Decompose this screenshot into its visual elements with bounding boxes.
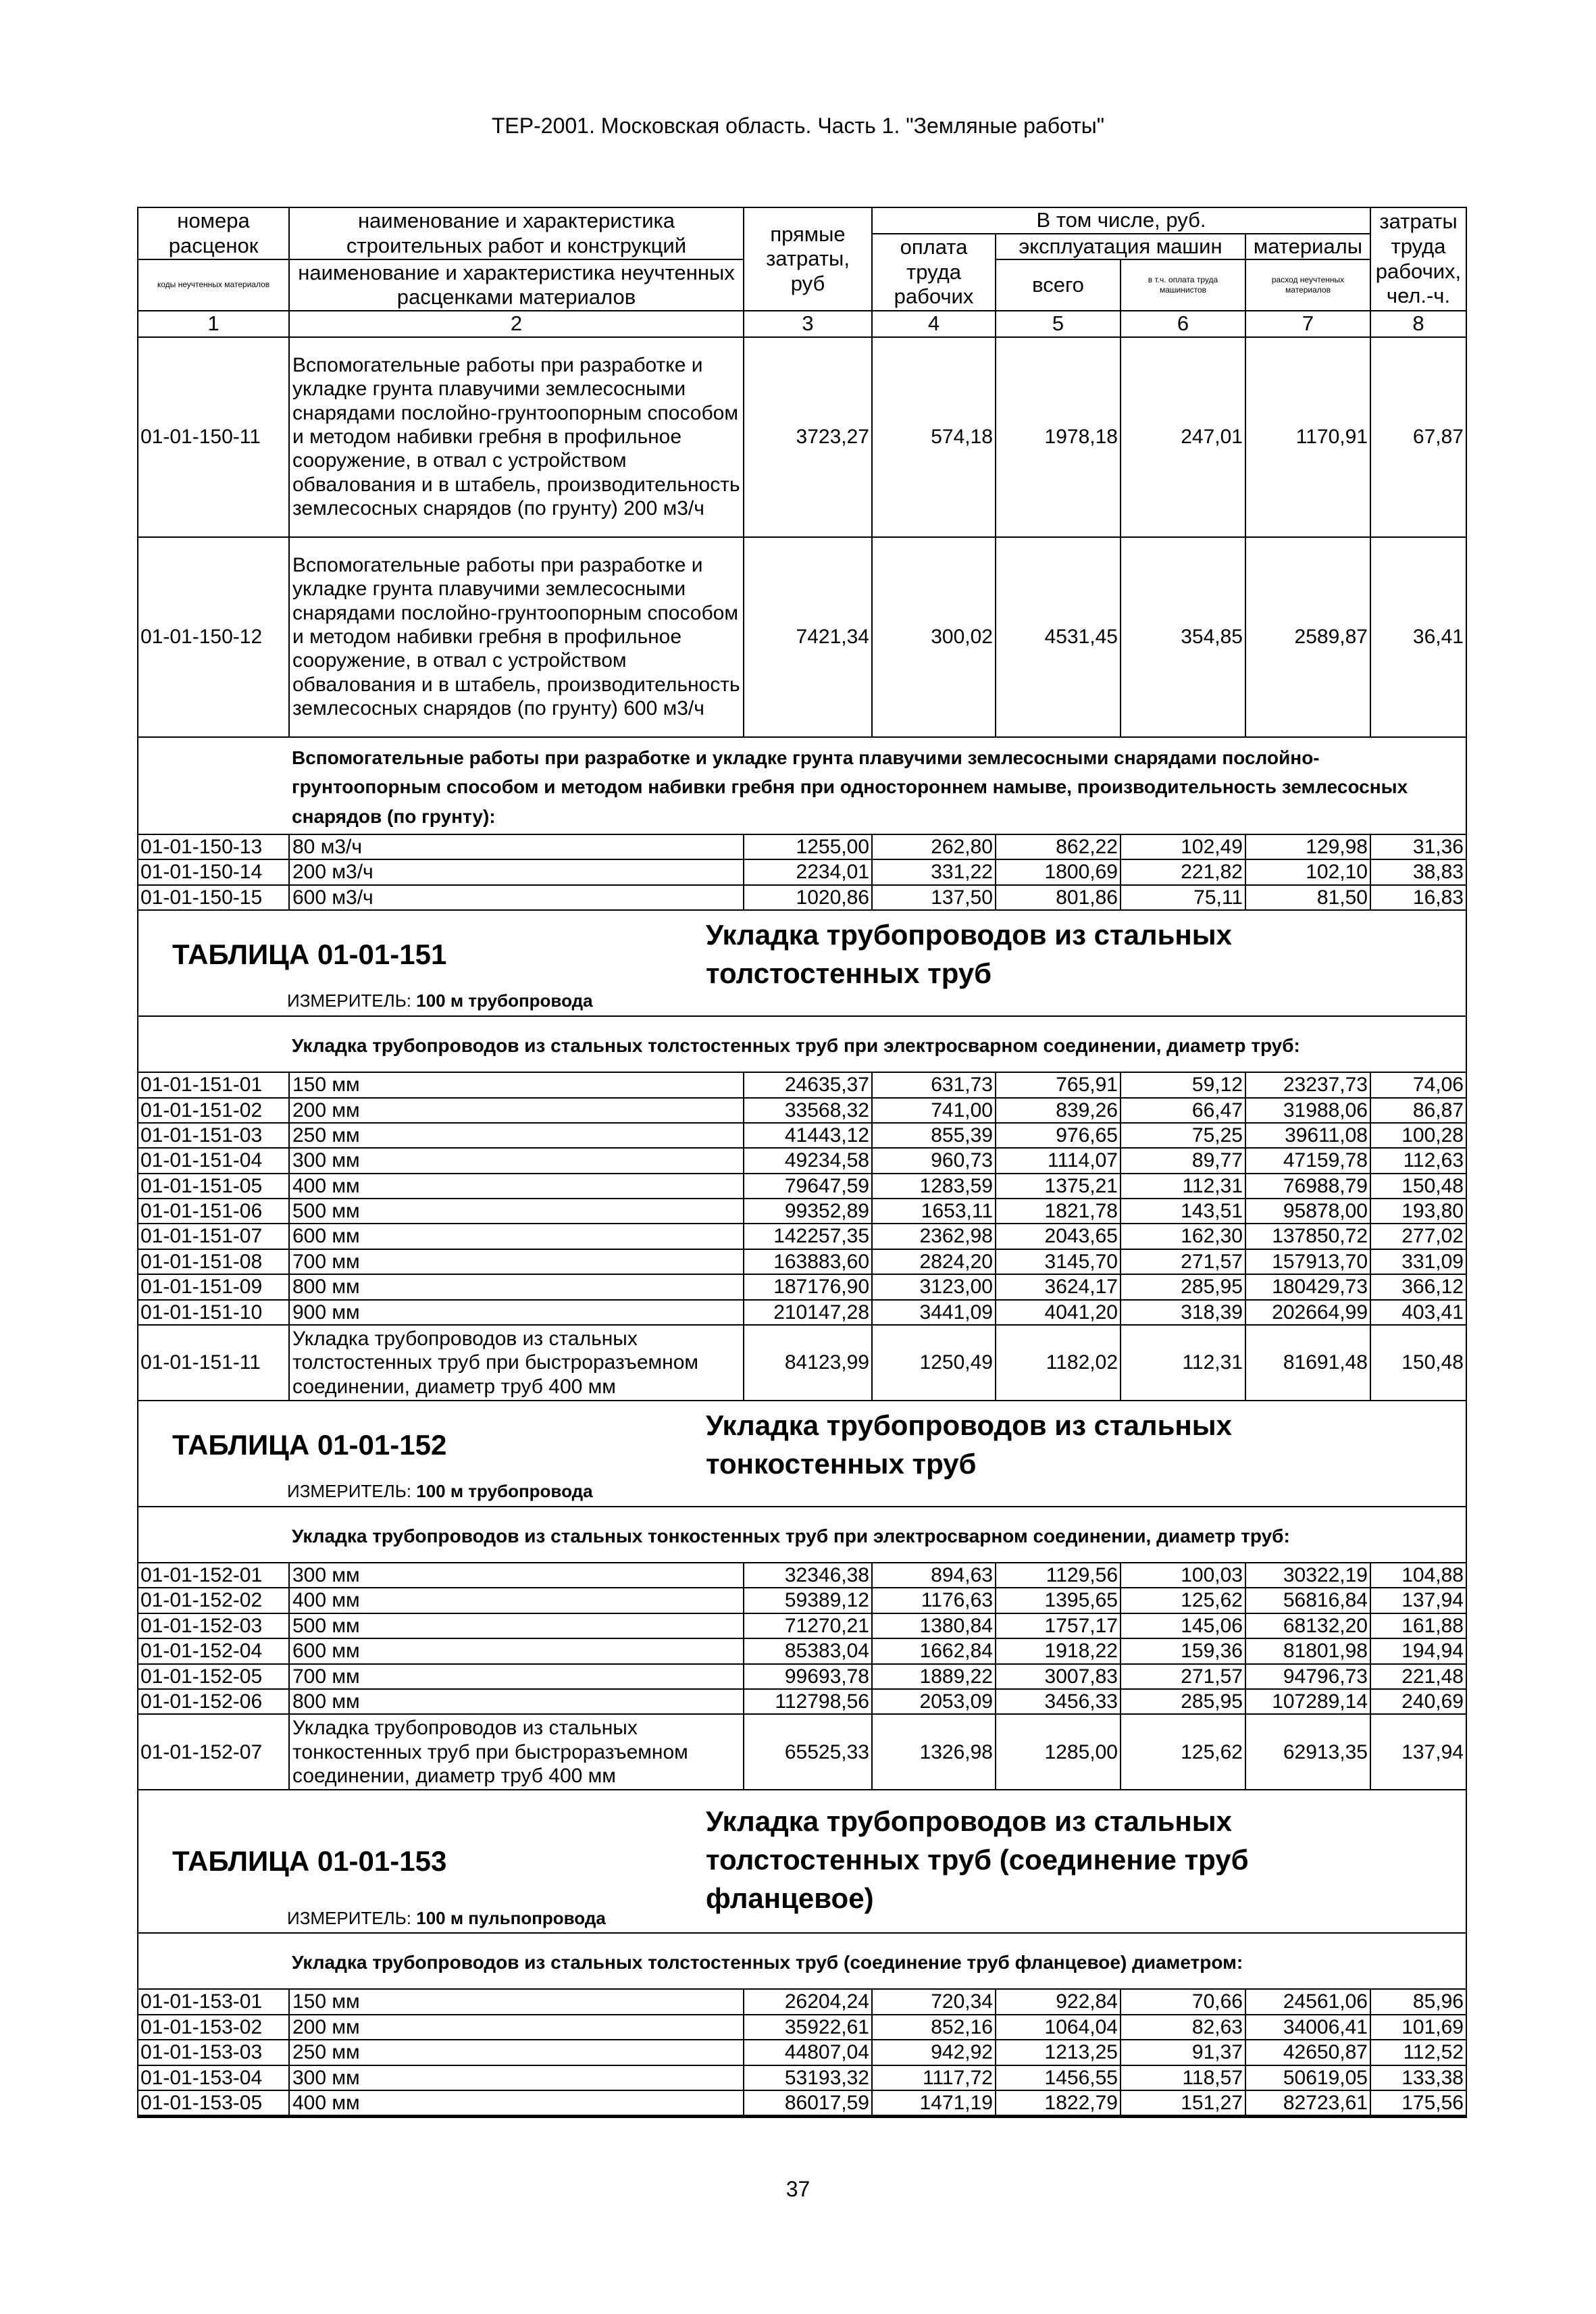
rate-description: 900 мм	[289, 1300, 744, 1325]
machinists-pay: 285,95	[1121, 1274, 1245, 1299]
col2-header-bottom: наименование и характеристика неучтенных расценками материалов	[289, 259, 744, 311]
labor-hours: 74,06	[1370, 1072, 1466, 1097]
rate-description: 250 мм	[289, 2040, 744, 2065]
materials: 81801,98	[1245, 1638, 1370, 1663]
col-number: 6	[1121, 311, 1245, 337]
table-subtitle: Укладка трубопроводов из стальных толстостенных труб при электросварном соединении, диаметр труб:	[289, 1016, 1466, 1072]
rate-code: 01-01-151-02	[138, 1098, 289, 1123]
machinists-pay: 354,85	[1121, 537, 1245, 737]
machines-total: 1395,65	[996, 1588, 1121, 1613]
labor-pay: 1653,11	[872, 1199, 996, 1224]
machinists-pay: 82,63	[1121, 2015, 1245, 2040]
direct-costs: 112798,56	[744, 1689, 872, 1714]
machinists-pay: 75,25	[1121, 1123, 1245, 1148]
labor-pay: 262,80	[872, 834, 996, 859]
labor-pay: 331,22	[872, 859, 996, 884]
table-row	[138, 1664, 1466, 1689]
materials: 157913,70	[1245, 1249, 1370, 1274]
materials: 24561,06	[1245, 1989, 1370, 2014]
col4-header: оплата труда рабочих	[872, 234, 996, 311]
materials: 81,50	[1245, 885, 1370, 910]
materials: 23237,73	[1245, 1072, 1370, 1097]
direct-costs: 71270,21	[744, 1613, 872, 1638]
direct-costs: 32346,38	[744, 1563, 872, 1588]
rate-description: 200 мм	[289, 2015, 744, 2040]
labor-hours: 16,83	[1370, 885, 1466, 910]
machinists-pay: 143,51	[1121, 1199, 1245, 1224]
machines-total: 765,91	[996, 1072, 1121, 1097]
direct-costs: 3723,27	[744, 337, 872, 537]
col-number: 4	[872, 311, 996, 337]
col2-header-top: наименование и характеристика строительных работ и конструкций	[289, 207, 744, 259]
col1-header-top: номера расценок	[138, 207, 289, 259]
machinists-pay: 102,49	[1121, 834, 1245, 859]
labor-pay: 574,18	[872, 337, 996, 537]
rate-code: 01-01-152-05	[138, 1664, 289, 1689]
table-row	[138, 1613, 1466, 1638]
table-heading-151	[138, 910, 1466, 1016]
direct-costs: 7421,34	[744, 537, 872, 737]
direct-costs: 41443,12	[744, 1123, 872, 1148]
labor-hours: 137,94	[1370, 1588, 1466, 1613]
table-title: Укладка трубопроводов из стальных толстостенных труб (соединение труб фланцевое)	[706, 1805, 1249, 1914]
machines-total: 922,84	[996, 1989, 1121, 2014]
table-row	[138, 2090, 1466, 2117]
rate-code: 01-01-151-11	[138, 1325, 289, 1401]
col-number: 5	[996, 311, 1121, 337]
labor-hours: 100,28	[1370, 1123, 1466, 1148]
labor-hours: 161,88	[1370, 1613, 1466, 1638]
labor-pay: 1250,49	[872, 1325, 996, 1401]
labor-hours: 403,41	[1370, 1300, 1466, 1325]
machinists-pay: 285,95	[1121, 1689, 1245, 1714]
machinists-pay: 151,27	[1121, 2090, 1245, 2117]
rate-description: 800 мм	[289, 1274, 744, 1299]
rate-description: 300 мм	[289, 1563, 744, 1588]
table-row	[138, 1199, 1466, 1224]
rate-code: 01-01-151-10	[138, 1300, 289, 1325]
table-heading-153	[138, 1790, 1466, 1933]
table-row	[138, 1072, 1466, 1097]
direct-costs: 86017,59	[744, 2090, 872, 2117]
table-label: ТАБЛИЦА 01-01-151	[172, 938, 447, 971]
machines-total: 1285,00	[996, 1714, 1121, 1790]
labor-pay: 942,92	[872, 2040, 996, 2065]
direct-costs: 79647,59	[744, 1174, 872, 1199]
machines-total: 1822,79	[996, 2090, 1121, 2117]
machinists-pay: 100,03	[1121, 1563, 1245, 1588]
materials: 68132,20	[1245, 1613, 1370, 1638]
labor-hours: 137,94	[1370, 1714, 1466, 1790]
labor-hours: 67,87	[1370, 337, 1466, 537]
rate-code: 01-01-150-11	[138, 337, 289, 537]
labor-pay: 300,02	[872, 537, 996, 737]
table-row	[138, 1123, 1466, 1148]
machines-total: 839,26	[996, 1098, 1121, 1123]
labor-pay: 960,73	[872, 1148, 996, 1173]
table-row	[138, 1588, 1466, 1613]
labor-pay: 1326,98	[872, 1714, 996, 1790]
materials: 2589,87	[1245, 537, 1370, 737]
rates-table	[137, 207, 1467, 2118]
labor-pay: 2053,09	[872, 1689, 996, 1714]
machines-total: 1918,22	[996, 1638, 1121, 1663]
machines-total: 862,22	[996, 834, 1121, 859]
table-row	[138, 1714, 1466, 1790]
labor-hours: 38,83	[1370, 859, 1466, 884]
rate-code: 01-01-151-04	[138, 1148, 289, 1173]
rate-code: 01-01-151-05	[138, 1174, 289, 1199]
machines-total: 976,65	[996, 1123, 1121, 1148]
table-title: Укладка трубопроводов из стальных тонкостенных труб	[706, 1409, 1233, 1480]
rate-code: 01-01-150-14	[138, 859, 289, 884]
materials: 95878,00	[1245, 1199, 1370, 1224]
table-row	[138, 1098, 1466, 1123]
machinists-pay: 318,39	[1121, 1300, 1245, 1325]
rate-description: 800 мм	[289, 1689, 744, 1714]
rate-code: 01-01-153-01	[138, 1989, 289, 2014]
rate-description: 250 мм	[289, 1123, 744, 1148]
col7-header: расход неучтенных материалов	[1245, 259, 1370, 311]
materials: 81691,48	[1245, 1325, 1370, 1401]
labor-hours: 36,41	[1370, 537, 1466, 737]
machines-total: 1800,69	[996, 859, 1121, 884]
labor-pay: 1889,22	[872, 1664, 996, 1689]
table-row	[138, 1174, 1466, 1199]
rate-code: 01-01-152-07	[138, 1714, 289, 1790]
machines-total: 1129,56	[996, 1563, 1121, 1588]
materials: 76988,79	[1245, 1174, 1370, 1199]
machinists-pay: 91,37	[1121, 2040, 1245, 2065]
table-row	[138, 1224, 1466, 1249]
col-number: 8	[1370, 311, 1466, 337]
col6-header: в т.ч. оплата труда машинистов	[1121, 259, 1245, 311]
rate-description: 200 м3/ч	[289, 859, 744, 884]
table-row	[138, 859, 1466, 884]
materials: 62913,35	[1245, 1714, 1370, 1790]
table-row	[138, 1689, 1466, 1714]
col8-header: затраты труда рабочих, чел.-ч.	[1370, 207, 1466, 311]
rate-code: 01-01-151-01	[138, 1072, 289, 1097]
machines-total: 1064,04	[996, 2015, 1121, 2040]
table-heading-152	[138, 1401, 1466, 1507]
machines-total: 3145,70	[996, 1249, 1121, 1274]
materials: 94796,73	[1245, 1664, 1370, 1689]
table-row	[138, 1325, 1466, 1401]
machines-total: 1213,25	[996, 2040, 1121, 2065]
machines-total: 3456,33	[996, 1689, 1121, 1714]
labor-pay: 855,39	[872, 1123, 996, 1148]
table-row	[138, 1563, 1466, 1588]
rate-description: 300 мм	[289, 1148, 744, 1173]
direct-costs: 24635,37	[744, 1072, 872, 1097]
rate-description: 500 мм	[289, 1613, 744, 1638]
machinists-pay: 70,66	[1121, 1989, 1245, 2014]
labor-hours: 331,09	[1370, 1249, 1466, 1274]
materials: 82723,61	[1245, 2090, 1370, 2117]
labor-pay: 3441,09	[872, 1300, 996, 1325]
table-row	[138, 537, 1466, 737]
rate-code: 01-01-151-06	[138, 1199, 289, 1224]
direct-costs: 33568,32	[744, 1098, 872, 1123]
table-row	[138, 834, 1466, 859]
labor-pay: 631,73	[872, 1072, 996, 1097]
header-row-1	[138, 207, 1466, 234]
direct-costs: 99352,89	[744, 1199, 872, 1224]
direct-costs: 2234,01	[744, 859, 872, 884]
rate-code: 01-01-150-13	[138, 834, 289, 859]
machines-total: 1757,17	[996, 1613, 1121, 1638]
rate-code: 01-01-151-03	[138, 1123, 289, 1148]
materials: 180429,73	[1245, 1274, 1370, 1299]
rate-code: 01-01-153-05	[138, 2090, 289, 2117]
direct-costs: 53193,32	[744, 2065, 872, 2090]
materials: 129,98	[1245, 834, 1370, 859]
labor-hours: 277,02	[1370, 1224, 1466, 1249]
machines-total: 3624,17	[996, 1274, 1121, 1299]
machines-total: 801,86	[996, 885, 1121, 910]
labor-pay: 852,16	[872, 2015, 996, 2040]
rate-code: 01-01-152-04	[138, 1638, 289, 1663]
rate-description: 400 мм	[289, 2090, 744, 2117]
machinists-pay: 125,62	[1121, 1714, 1245, 1790]
rate-code: 01-01-150-12	[138, 537, 289, 737]
direct-costs: 44807,04	[744, 2040, 872, 2065]
materials: 39611,08	[1245, 1123, 1370, 1148]
subtitle-row	[138, 1016, 1466, 1072]
col-number: 3	[744, 311, 872, 337]
table-label: ТАБЛИЦА 01-01-152	[172, 1429, 447, 1461]
machinists-pay: 271,57	[1121, 1249, 1245, 1274]
machines-total: 3007,83	[996, 1664, 1121, 1689]
subtitle-row	[138, 1933, 1466, 1989]
machinists-pay: 145,06	[1121, 1613, 1245, 1638]
direct-costs: 26204,24	[744, 1989, 872, 2014]
table-label: ТАБЛИЦА 01-01-153	[172, 1845, 447, 1878]
labor-pay: 2362,98	[872, 1224, 996, 1249]
machinists-pay: 162,30	[1121, 1224, 1245, 1249]
machinists-pay: 118,57	[1121, 2065, 1245, 2090]
labor-hours: 366,12	[1370, 1274, 1466, 1299]
subtitle-row	[138, 1507, 1466, 1563]
materials: 42650,87	[1245, 2040, 1370, 2065]
direct-costs: 142257,35	[744, 1224, 872, 1249]
materials: 202664,99	[1245, 1300, 1370, 1325]
machines-header: эксплуатация машин	[996, 234, 1245, 260]
table-row	[138, 2065, 1466, 2090]
labor-hours: 101,69	[1370, 2015, 1466, 2040]
materials: 31988,06	[1245, 1098, 1370, 1123]
group-header: В том числе, руб.	[872, 207, 1370, 234]
rate-description: 150 мм	[289, 1072, 744, 1097]
materials: 107289,14	[1245, 1689, 1370, 1714]
rate-code: 01-01-153-04	[138, 2065, 289, 2090]
machinists-pay: 66,47	[1121, 1098, 1245, 1123]
rate-description: 700 мм	[289, 1249, 744, 1274]
rate-description: 600 м3/ч	[289, 885, 744, 910]
direct-costs: 84123,99	[744, 1325, 872, 1401]
rate-description: 150 мм	[289, 1989, 744, 2014]
col3-header: прямые затраты, руб	[744, 207, 872, 311]
machines-total: 1375,21	[996, 1174, 1121, 1199]
rate-code: 01-01-152-02	[138, 1588, 289, 1613]
materials: 34006,41	[1245, 2015, 1370, 2040]
table-row	[138, 1148, 1466, 1173]
labor-pay: 741,00	[872, 1098, 996, 1123]
labor-hours: 175,56	[1370, 2090, 1466, 2117]
table-row	[138, 2015, 1466, 2040]
materials: 47159,78	[1245, 1148, 1370, 1173]
labor-pay: 1471,19	[872, 2090, 996, 2117]
machines-total: 1182,02	[996, 1325, 1121, 1401]
measure-unit: ИЗМЕРИТЕЛЬ: 100 м трубопровода	[287, 990, 593, 1011]
col-number: 7	[1245, 311, 1370, 337]
direct-costs: 1255,00	[744, 834, 872, 859]
rate-description: 600 мм	[289, 1638, 744, 1663]
labor-pay: 137,50	[872, 885, 996, 910]
table-row	[138, 1249, 1466, 1274]
group-title-row	[138, 737, 1466, 834]
table-title: Укладка трубопроводов из стальных толстостенных труб	[706, 919, 1233, 989]
machinists-pay: 247,01	[1121, 337, 1245, 537]
labor-pay: 1117,72	[872, 2065, 996, 2090]
labor-hours: 85,96	[1370, 1989, 1466, 2014]
rate-description: 500 мм	[289, 1199, 744, 1224]
machinists-pay: 89,77	[1121, 1148, 1245, 1173]
direct-costs: 187176,90	[744, 1274, 872, 1299]
table-row	[138, 1274, 1466, 1299]
direct-costs: 210147,28	[744, 1300, 872, 1325]
labor-hours: 104,88	[1370, 1563, 1466, 1588]
machines-total: 2043,65	[996, 1224, 1121, 1249]
page-number: 37	[786, 2177, 810, 2201]
measure-unit: ИЗМЕРИТЕЛЬ: 100 м трубопровода	[287, 1481, 593, 1502]
table-row	[138, 337, 1466, 537]
rate-description: 400 мм	[289, 1174, 744, 1199]
rate-code: 01-01-152-01	[138, 1563, 289, 1588]
page-header: ТЕР-2001. Московская область. Часть 1. "Земляные работы"	[491, 114, 1105, 138]
materials: 1170,91	[1245, 337, 1370, 537]
rate-description: Вспомогательные работы при разработке и укладке грунта плавучими землесосными снарядами послойно-грунтоопорным способом и методом набивки гребня в профильное сооружение, в отвал с устройством обвалования и в штабель, производительность землесосных снарядов (по грунту) 200 м3/ч	[289, 337, 744, 537]
machines-total: 1978,18	[996, 337, 1121, 537]
rate-description: 200 мм	[289, 1098, 744, 1123]
direct-costs: 65525,33	[744, 1714, 872, 1790]
rate-description: 300 мм	[289, 2065, 744, 2090]
table-row	[138, 1638, 1466, 1663]
rate-code: 01-01-151-08	[138, 1249, 289, 1274]
machines-total: 1821,78	[996, 1199, 1121, 1224]
machinists-pay: 271,57	[1121, 1664, 1245, 1689]
direct-costs: 163883,60	[744, 1249, 872, 1274]
labor-hours: 194,94	[1370, 1638, 1466, 1663]
materials: 50619,05	[1245, 2065, 1370, 2090]
direct-costs: 35922,61	[744, 2015, 872, 2040]
labor-hours: 112,52	[1370, 2040, 1466, 2065]
labor-hours: 86,87	[1370, 1098, 1466, 1123]
col-number: 1	[138, 311, 289, 337]
table-row	[138, 885, 1466, 910]
rate-description: Укладка трубопроводов из стальных толстостенных труб при быстроразъемном соединении, диаметр труб 400 мм	[289, 1325, 744, 1401]
machines-total: 4041,20	[996, 1300, 1121, 1325]
materials: 102,10	[1245, 859, 1370, 884]
labor-hours: 221,48	[1370, 1664, 1466, 1689]
labor-pay: 2824,20	[872, 1249, 996, 1274]
table-subtitle: Укладка трубопроводов из стальных тонкостенных труб при электросварном соединении, диаметр труб:	[289, 1507, 1466, 1563]
machinists-pay: 75,11	[1121, 885, 1245, 910]
labor-pay: 1283,59	[872, 1174, 996, 1199]
labor-hours: 240,69	[1370, 1689, 1466, 1714]
machinists-pay: 125,62	[1121, 1588, 1245, 1613]
labor-hours: 193,80	[1370, 1199, 1466, 1224]
labor-hours: 112,63	[1370, 1148, 1466, 1173]
machines-total: 1114,07	[996, 1148, 1121, 1173]
rate-code: 01-01-152-06	[138, 1689, 289, 1714]
rate-code: 01-01-153-02	[138, 2015, 289, 2040]
table-row	[138, 1300, 1466, 1325]
materials: 56816,84	[1245, 1588, 1370, 1613]
table-row	[138, 2040, 1466, 2065]
rate-description: 80 м3/ч	[289, 834, 744, 859]
machinists-pay: 159,36	[1121, 1638, 1245, 1663]
rate-description: 600 мм	[289, 1224, 744, 1249]
rate-description: Укладка трубопроводов из стальных тонкостенных труб при быстроразъемном соединении, диаметр труб 400 мм	[289, 1714, 744, 1790]
rate-description: 700 мм	[289, 1664, 744, 1689]
direct-costs: 49234,58	[744, 1148, 872, 1173]
rate-code: 01-01-153-03	[138, 2040, 289, 2065]
col5-header: всего	[996, 259, 1121, 311]
machinists-pay: 221,82	[1121, 859, 1245, 884]
col-number: 2	[289, 311, 744, 337]
materials: 30322,19	[1245, 1563, 1370, 1588]
rate-code: 01-01-151-07	[138, 1224, 289, 1249]
machinists-pay: 59,12	[1121, 1072, 1245, 1097]
direct-costs: 85383,04	[744, 1638, 872, 1663]
labor-pay: 1662,84	[872, 1638, 996, 1663]
materials: 137850,72	[1245, 1224, 1370, 1249]
labor-pay: 1380,84	[872, 1613, 996, 1638]
rate-code: 01-01-151-09	[138, 1274, 289, 1299]
machines-total: 1456,55	[996, 2065, 1121, 2090]
rate-code: 01-01-150-15	[138, 885, 289, 910]
group-title: Вспомогательные работы при разработке и укладке грунта плавучими землесосными снарядами послойно-грунтоопорным способом и методом набивки гребня при одностороннем намыве, производительность землесосных снарядов (по грунту):	[289, 737, 1466, 834]
machines-total: 4531,45	[996, 537, 1121, 737]
labor-pay: 1176,63	[872, 1588, 996, 1613]
machinists-pay: 112,31	[1121, 1325, 1245, 1401]
direct-costs: 1020,86	[744, 885, 872, 910]
col1-header-bottom: коды неучтенных материалов	[138, 259, 289, 311]
rate-description: Вспомогательные работы при разработке и укладке грунта плавучими землесосными снарядами послойно-грунтоопорным способом и методом набивки гребня в профильное сооружение, в отвал с устройством обвалования и в штабель, производительность землесосных снарядов (по грунту) 600 м3/ч	[289, 537, 744, 737]
labor-hours: 31,36	[1370, 834, 1466, 859]
labor-hours: 133,38	[1370, 2065, 1466, 2090]
machinists-pay: 112,31	[1121, 1174, 1245, 1199]
direct-costs: 99693,78	[744, 1664, 872, 1689]
labor-pay: 720,34	[872, 1989, 996, 2014]
labor-hours: 150,48	[1370, 1174, 1466, 1199]
column-numbers-row	[138, 311, 1466, 337]
labor-pay: 894,63	[872, 1563, 996, 1588]
materials-header: материалы	[1245, 234, 1370, 260]
direct-costs: 59389,12	[744, 1588, 872, 1613]
table-row	[138, 1989, 1466, 2014]
labor-pay: 3123,00	[872, 1274, 996, 1299]
rate-description: 400 мм	[289, 1588, 744, 1613]
labor-hours: 150,48	[1370, 1325, 1466, 1401]
rate-code: 01-01-152-03	[138, 1613, 289, 1638]
measure-unit: ИЗМЕРИТЕЛЬ: 100 м пульпопровода	[287, 1908, 606, 1929]
table-subtitle: Укладка трубопроводов из стальных толстостенных труб (соединение труб фланцевое) диаметром:	[289, 1933, 1466, 1989]
